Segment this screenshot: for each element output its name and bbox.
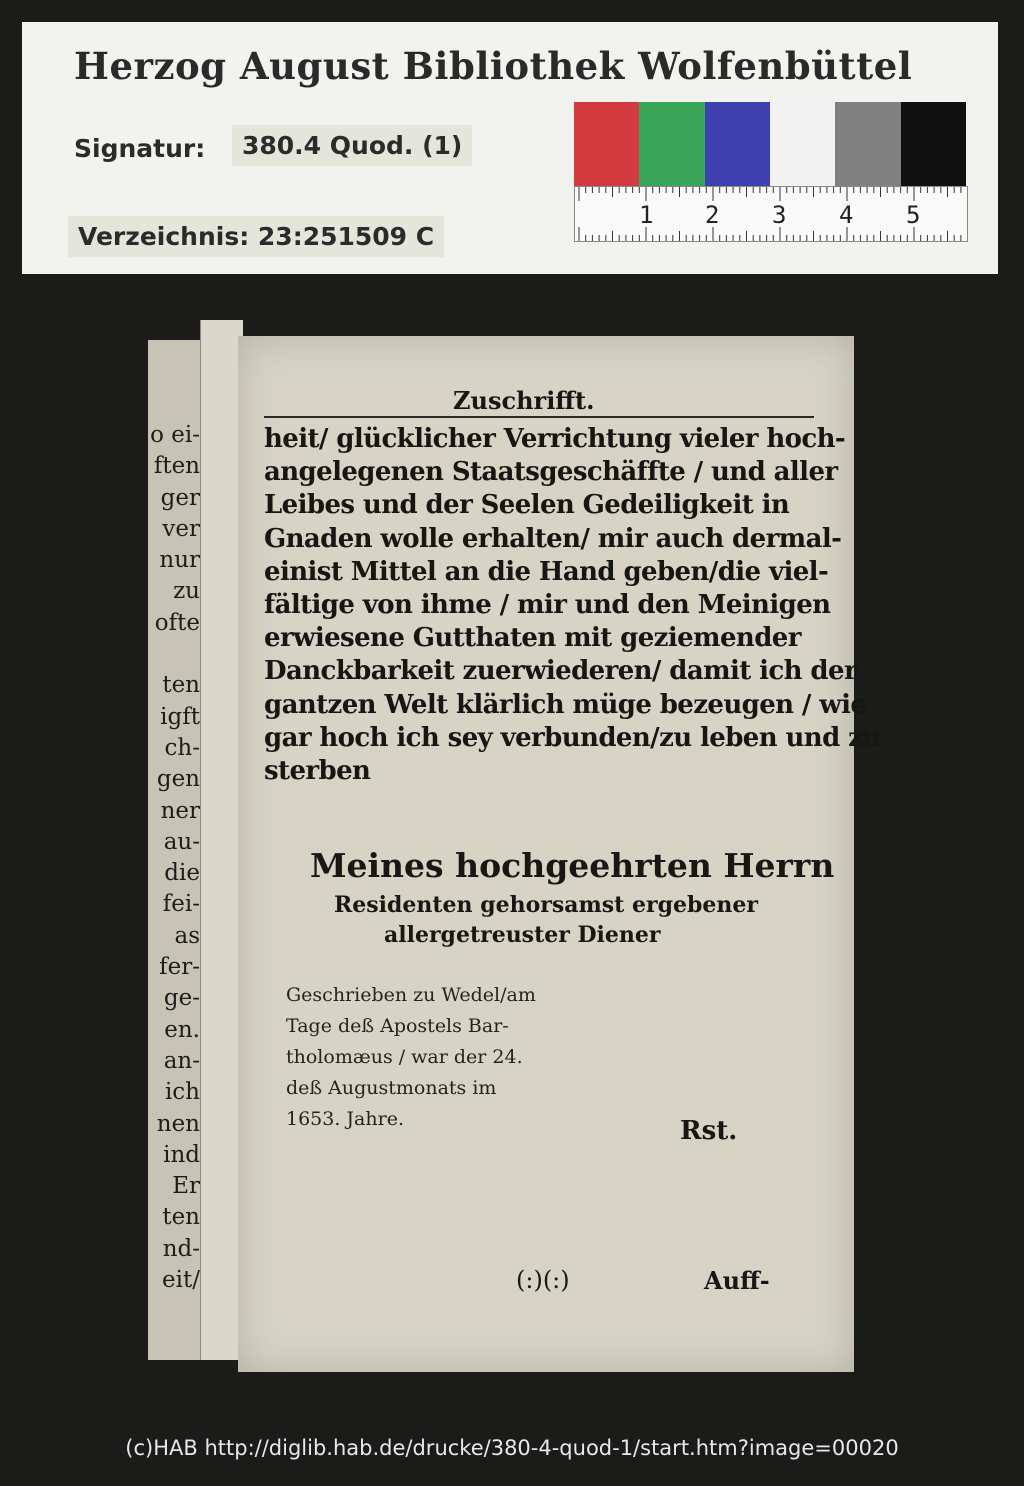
- signatur-label: Signatur:: [74, 134, 206, 163]
- left-page-line: ofte: [154, 609, 200, 636]
- catalog-card: [22, 22, 998, 274]
- body-line: Gnaden wolle erhalten/ mir auch dermal-: [264, 523, 842, 554]
- left-page-line: zu: [173, 578, 200, 605]
- left-page-line: en.: [164, 1016, 200, 1043]
- verzeichnis-field: Verzeichnis: 23:251509 C: [68, 216, 444, 257]
- scale-ruler: [574, 186, 968, 242]
- color-calibration-swatches: [574, 102, 966, 188]
- copyright-footer: (c)HAB http://diglib.hab.de/drucke/380-4-quod-1/start.htm?image=00020: [125, 1436, 899, 1460]
- body-line: einist Mittel an die Hand geben/die viel-: [264, 556, 829, 587]
- left-page-line: an-: [163, 1047, 200, 1074]
- page-headline: Zuschrifft.: [453, 386, 595, 415]
- left-page-line: nen: [156, 1110, 200, 1137]
- headline-rule: [264, 416, 814, 418]
- ruler-number: 4: [839, 201, 854, 229]
- left-page-line: fei-: [162, 891, 200, 918]
- ruler-ticks: [575, 187, 967, 241]
- left-page-line: ch-: [164, 734, 200, 761]
- place-date-line: deß Augustmonats im: [286, 1077, 497, 1099]
- ruler-number: 1: [639, 201, 654, 229]
- closing-line-3: allergetreuster Diener: [384, 922, 661, 948]
- body-line: sterben: [264, 755, 371, 786]
- left-page-line: nur: [159, 547, 200, 574]
- left-page-line: die: [164, 860, 200, 887]
- signatur-value: 380.4 Quod. (1): [232, 125, 472, 166]
- place-date-line: Geschrieben zu Wedel/am: [286, 984, 536, 1006]
- signature-mark: (:)(:): [516, 1266, 570, 1294]
- body-line: gantzen Welt klärlich müge bezeugen / wie: [264, 689, 867, 720]
- book-gutter: [200, 320, 243, 1360]
- swatch-blue: [705, 102, 770, 188]
- left-page-line: ich: [164, 1079, 200, 1106]
- swatch-white: [770, 102, 835, 188]
- swatch-green: [639, 102, 704, 188]
- library-title: Herzog August Bibliothek Wolfenbüttel: [74, 44, 913, 88]
- body-line: Danckbarkeit zuerwiederen/ damit ich der: [264, 656, 858, 687]
- initials: Rst.: [680, 1116, 738, 1146]
- page-body-text: [264, 424, 881, 789]
- book-page: [238, 336, 881, 1372]
- left-page-line: o ei-: [150, 422, 200, 448]
- swatch-black: [901, 102, 966, 188]
- body-line: angelegenen Staatsgeschäffte / und aller: [264, 457, 838, 488]
- left-page-line: ten: [162, 1204, 200, 1231]
- left-page-line: ten: [162, 672, 200, 699]
- left-page-line: as: [174, 922, 200, 949]
- left-page-line: gen: [156, 766, 200, 793]
- left-page-line: ger: [160, 484, 200, 511]
- left-page-line: ner: [160, 797, 200, 824]
- left-page-line: nd-: [162, 1235, 200, 1262]
- place-date-line: 1653. Jahre.: [286, 1108, 404, 1130]
- ruler-number: 3: [772, 201, 787, 229]
- left-page-line: Er: [172, 1173, 200, 1200]
- swatch-red: [574, 102, 639, 188]
- place-date-line: Tage deß Apostels Bar-: [286, 1015, 509, 1037]
- body-line: Leibes und der Seelen Gedeiligkeit in: [264, 490, 790, 521]
- left-page-line: ften: [153, 453, 200, 480]
- left-page-line: au-: [163, 828, 200, 855]
- swatch-gray: [835, 102, 900, 188]
- left-page-line: ind: [163, 1141, 200, 1168]
- closing-salutation: Meines hochgeehrten Herrn: [310, 846, 835, 885]
- left-page-line: fer-: [159, 954, 200, 981]
- left-page-line: ge-: [163, 985, 200, 1012]
- left-page-line: ver: [162, 515, 200, 542]
- place-date-line: tholomæus / war der 24.: [286, 1046, 523, 1068]
- place-date-text: [286, 984, 536, 1139]
- ruler-number: 5: [906, 201, 921, 229]
- body-line: fältige von ihme / mir und den Meinigen: [264, 589, 831, 620]
- body-line: erwiesene Gutthaten mit geziemender: [264, 623, 801, 654]
- ruler-number: 2: [705, 201, 720, 229]
- body-line: heit/ glücklicher Verrichtung vieler hoch-: [264, 424, 846, 454]
- closing-line-2: Residenten gehorsamst ergebener: [334, 892, 758, 918]
- left-page-line: igft: [160, 703, 200, 730]
- left-page-line: eit/: [162, 1267, 200, 1294]
- catchword: Auff-: [704, 1266, 770, 1295]
- body-line: gar hoch ich sey verbunden/zu leben und zu: [264, 722, 881, 753]
